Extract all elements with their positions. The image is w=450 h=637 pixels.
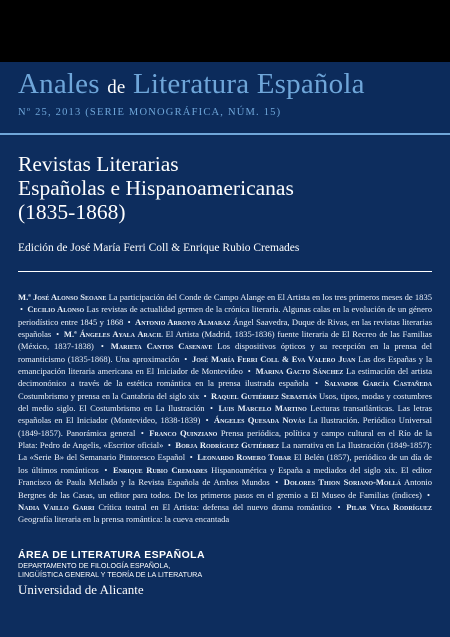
divider-rule — [18, 271, 432, 272]
contents-separator: • — [247, 366, 251, 377]
contents-article-title: Las revistas de actualidad germen de la crónica literaria. Algunas calas en la evolución de un género periodístico entre 1845 y 1868 — [18, 304, 432, 327]
contents-article-title: Prensa periódica, política y campo cultural en el Río de la Plata: Pedro de Angelis, «Escritor oficial» — [18, 427, 432, 451]
area-title: ÁREA DE LITERATURA ESPAÑOLA — [18, 549, 205, 561]
contents-author: Salvador García Castañeda — [324, 378, 433, 389]
contents-article-title: La participación del Conde de Campo Alange en El Artista en los tres primeros meses de 1835 — [108, 292, 432, 302]
contents-separator: • — [127, 316, 131, 327]
contents-author: Marieta Cantos Casenave — [110, 341, 213, 352]
contents-separator: • — [104, 464, 108, 475]
contents-separator: • — [100, 341, 104, 352]
issue-title — [18, 152, 438, 224]
contents-author: Antonio Arroyo Almaraz — [135, 316, 231, 327]
issue-title-line: Españolas e Hispanoamericanas — [18, 176, 294, 200]
contents-separator: • — [205, 415, 209, 426]
contents-separator: • — [189, 452, 193, 463]
contents-author: Leonardo Romero Tobar — [197, 452, 292, 463]
contents-separator: • — [210, 403, 213, 414]
issue-title-line: Revistas Literarias — [18, 152, 179, 176]
contents-separator: • — [427, 489, 430, 500]
contents-article-title: La narrativa en La Ilustración (1849-1857): La «Serie B» del Semanario Pintoresco Español — [18, 440, 433, 463]
contents-separator: • — [56, 329, 60, 340]
contents-separator: • — [275, 477, 279, 488]
contents-article-title: Ángel Saavedra, Duque de Rivas, en las revistas literarias españolas — [18, 316, 433, 340]
journal-title — [18, 68, 365, 101]
contents-separator: • — [315, 378, 319, 389]
university-name: Universidad de Alicante — [18, 582, 144, 597]
header-rule — [0, 133, 450, 135]
contents-article-title: Geografía literaria en la prensa romántica: la cueva encantada — [18, 514, 230, 525]
issue-title-line: (1835-1868) — [18, 200, 126, 224]
journal-title-part2: Literatura Española — [125, 68, 365, 100]
contents-entry — [18, 502, 332, 512]
publisher-block — [18, 549, 432, 598]
table-of-contents — [18, 291, 432, 526]
contents-author: Marina Gacto Sánchez — [255, 366, 344, 377]
contents-article-title: Los dispositivos ópticos y su recepción en la prensa del romanticismo (1835-1868). Una aproximación — [18, 341, 432, 364]
editors-line: Edición de José María Ferri Coll & Enrique Rubio Cremades — [18, 242, 300, 254]
journal-title-part1: Anales — [18, 68, 108, 100]
contents-article-title: La Ilustración. Periódico Universal (1849-1857). Panorámica general — [18, 415, 433, 438]
contents-author: Borja Rodríguez Gutiérrez — [175, 440, 280, 451]
contents-separator: • — [167, 440, 171, 451]
contents-article-title: Usos, tipos, modas y costumbres del medio siglo. El Costumbrismo en La Ilustración — [18, 390, 433, 414]
contents-article-title: Las dos Españas y la emancipación literaria americana en El Iniciador de Montevideo — [18, 353, 433, 377]
contents-author: Cecilio Alonso — [27, 304, 85, 315]
contents-author: Franco Quinziano — [149, 427, 218, 438]
contents-author: Pilar Vega Rodríguez — [346, 501, 432, 512]
contents-author: José María Ferri Coll & Eva Valero Juan — [191, 353, 356, 364]
contents-author: Nadia Vaillo Garri — [18, 501, 95, 512]
contents-author: Ángeles Quesada Novás — [213, 415, 306, 426]
contents-article-title: Hispanoamérica y España a mediados del siglo xix. El editor Francisco de Paula Mellado y la Revista Española de Ambos Mundos — [18, 464, 433, 488]
contents-author: Raquel Gutiérrez Sebastián — [211, 390, 317, 401]
issue-number: Nº 25, 2013 (SERIE MONOGRÁFICA, NÚM. 15) — [18, 107, 282, 118]
contents-separator: • — [184, 353, 188, 364]
contents-separator: • — [20, 304, 23, 315]
contents-author: Enrique Rubio Cremades — [112, 464, 208, 475]
contents-author: M.ª Ángeles Ayala Aracil — [63, 329, 163, 340]
contents-article-title: El Belén (1857), periódico de un día de los últimos románticos — [18, 452, 432, 475]
contents-separator: • — [337, 501, 341, 512]
contents-article-title: Lecturas transatlánticas. Las letras españolas en El Iniciador (Montevideo, 1838-1839) — [18, 403, 432, 426]
contents-author: Dolores Thion Soriano-Mollá — [283, 477, 401, 488]
department-line: DEPARTAMENTO DE FILOLOGÍA ESPAÑOLA, — [18, 561, 171, 570]
journal-title-de: de — [107, 77, 126, 98]
contents-article-title: Antonio Bergnes de las Casas, un editor para todos. De los primeros pasos en el gremio a El Museo de Familias (índices) — [18, 477, 432, 500]
department-line: LINGÜÍSTICA GENERAL Y TEORÍA DE LA LITERATURA — [18, 570, 203, 579]
contents-article-title: Crítica teatral en El Artista: defensa del nuevo drama romántico — [98, 501, 332, 512]
top-black-band — [0, 0, 450, 62]
contents-author: Luis Marcelo Martino — [218, 403, 307, 414]
contents-article-title: Costumbrismo y prensa en la Cantabria del siglo xix — [18, 390, 200, 401]
contents-separator: • — [140, 427, 144, 438]
contents-author: M.ª José Alonso Seoane — [18, 292, 107, 302]
contents-article-title: La estimación del artista decimonónico a través de la estética romántica en la prensa ilustrada española — [18, 366, 433, 389]
contents-entry — [18, 292, 432, 302]
contents-article-title: El Artista (Madrid, 1835-1836) fuente literaria de El Recreo de las Familias (México, 1837-1838) — [18, 329, 432, 352]
contents-separator: • — [203, 390, 207, 401]
